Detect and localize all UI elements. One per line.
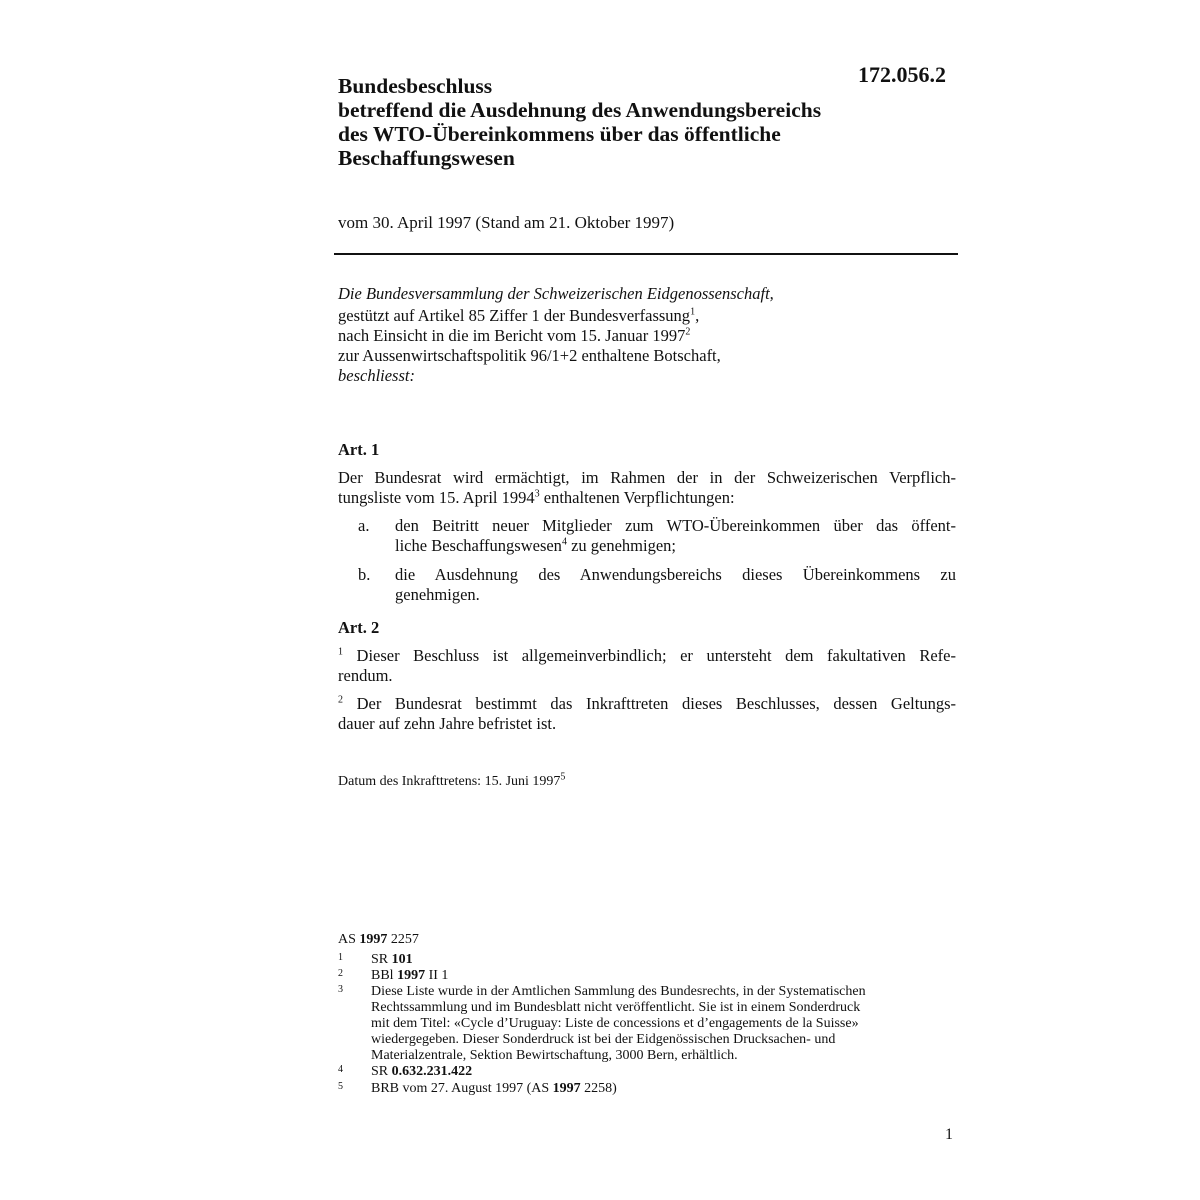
footnote-ref-4[interactable]: 4 (561, 536, 567, 548)
as-year: 1997 (359, 932, 388, 947)
footnote-text (371, 984, 951, 1064)
footnote-pre: SR (371, 1064, 392, 1079)
sr-number: 172.056.2 (858, 62, 946, 87)
footnote-number: 1 (338, 952, 343, 963)
preamble-line-2 (338, 326, 774, 346)
art-1-intro-line-2-end: enthaltenen Verpflichtungen: (539, 488, 735, 507)
footnote-number: 3 (338, 984, 343, 995)
footnote-ref-3[interactable]: 3 (534, 488, 540, 500)
footnote-3-line-1: Diese Liste wurde in der Amtlichen Sammlung des Bundesrechts, in der Systematischen (371, 984, 866, 999)
document-title (338, 74, 958, 170)
art-2-paragraph-1 (338, 646, 956, 686)
preamble (338, 284, 774, 386)
title-line-3: des WTO-Übereinkommens über das öffentliche (338, 122, 781, 146)
item-a-line-2-end: zu genehmigen; (566, 536, 676, 555)
footnote-bold: 0.632.231.422 (391, 1064, 473, 1079)
item-text (395, 516, 956, 556)
art-1-heading: Art. 1 (338, 440, 380, 459)
preamble-decides: beschliesst: (338, 366, 415, 385)
footnote-text (371, 1064, 951, 1080)
footnote-ref-1[interactable]: 1 (690, 306, 696, 318)
title-line-2: betreffend die Ausdehnung des Anwendungsbereichs (338, 98, 822, 122)
footnote-ref-5[interactable]: 5 (560, 771, 566, 783)
footnote-number: 4 (338, 1064, 343, 1075)
paragraph-number: 1 (338, 646, 343, 658)
preamble-line-3: zur Aussenwirtschaftspolitik 96/1+2 enthaltene Botschaft, (338, 346, 721, 365)
preamble-assembly: Die Bundesversammlung der Schweizerischen Eidgenossenschaft, (338, 284, 774, 303)
art-2-p1-line-1-text: Dieser Beschluss ist allgemeinverbindlich; er untersteht dem fakultativen Refe- (343, 646, 956, 665)
art-1-intro (338, 468, 956, 508)
preamble-line-2-text: nach Einsicht in die im Bericht vom 15. Januar 1997 (338, 326, 686, 345)
item-b-line-2: genehmigen. (395, 585, 480, 604)
entry-into-force-text: Datum des Inkrafttretens: 15. Juni 1997 (338, 774, 561, 789)
art-1-intro-line-2-text: tungsliste vom 15. April 1994 (338, 488, 535, 507)
preamble-line-1-end: , (695, 306, 700, 325)
footnote-bold: 1997 (552, 1081, 581, 1096)
footnote-3-line-2: Rechtssammlung und im Bundesblatt nicht veröffentlicht. Sie ist in einem Sonderdruck (371, 1000, 861, 1015)
item-label: b. (358, 565, 371, 584)
footnote-post: II 1 (425, 968, 449, 983)
as-page: 2257 (387, 932, 419, 947)
art-2-p1-line-2: rendum. (338, 666, 393, 685)
art-2-p2-line-1 (338, 694, 956, 714)
footnote-number: 5 (338, 1081, 343, 1092)
footnote-post: 2258) (580, 1081, 617, 1096)
footnote-text (371, 968, 951, 984)
art-2-heading: Art. 2 (338, 618, 380, 637)
art-2-p2-line-2: dauer auf zehn Jahre befristet ist. (338, 714, 557, 733)
footnote-3-line-3: mit dem Titel: «Cycle d’Uruguay: Liste de concessions et d’engagements de la Suisse» (371, 1016, 859, 1031)
footnote-pre: BBl (371, 968, 398, 983)
paragraph-number: 2 (338, 694, 343, 706)
item-label: a. (358, 516, 370, 535)
footnote-ref-2[interactable]: 2 (685, 326, 691, 338)
item-text (395, 565, 956, 605)
title-line-4: Beschaffungswesen (338, 146, 515, 170)
footnote-number: 2 (338, 968, 343, 979)
preamble-line-1 (338, 306, 774, 326)
footnote-bold: 101 (391, 952, 413, 967)
art-2-paragraph-2 (338, 694, 956, 734)
footnote-3-line-5: Materialzentrale, Sektion Bewirtschaftung, 3000 Bern, erhältlich. (371, 1048, 738, 1063)
item-a-line-2-text: liche Beschaffungswesen (395, 536, 562, 555)
item-a-line-2 (395, 536, 956, 556)
footnote-pre: BRB vom 27. August 1997 (AS (371, 1081, 553, 1096)
page-number: 1 (945, 1126, 953, 1143)
art-2-p1-line-1 (338, 646, 956, 666)
preamble-line-1-text: gestützt auf Artikel 85 Ziffer 1 der Bundesverfassung (338, 306, 691, 325)
item-a-line-1: den Beitritt neuer Mitglieder zum WTO-Übereinkommen über das öffent- (395, 516, 956, 535)
footnote-bold: 1997 (397, 968, 426, 983)
footnote-pre: SR (371, 952, 392, 967)
item-b-line-1: die Ausdehnung des Anwendungsbereichs dieses Übereinkommens zu (395, 565, 956, 584)
art-1-intro-line-2 (338, 488, 956, 508)
title-line-1: Bundesbeschluss (338, 74, 493, 98)
as-prefix: AS (338, 932, 360, 947)
official-collection-ref (338, 932, 419, 948)
header-divider (334, 253, 958, 255)
footnote-text (371, 1081, 951, 1097)
entry-into-force (338, 771, 566, 790)
art-1-intro-line-1: Der Bundesrat wird ermächtigt, im Rahmen der in der Schweizerischen Verpflich- (338, 468, 956, 487)
art-2-p2-line-1-text: Der Bundesrat bestimmt das Inkrafttreten dieses Beschlusses, dessen Geltungs- (343, 694, 956, 713)
footnote-3-line-4: wiedergegeben. Dieser Sonderdruck ist bei der Eidgenössischen Drucksachen- und (371, 1032, 836, 1047)
date-line: vom 30. April 1997 (Stand am 21. Oktober 1997) (338, 213, 675, 232)
footnote-text (371, 952, 951, 968)
